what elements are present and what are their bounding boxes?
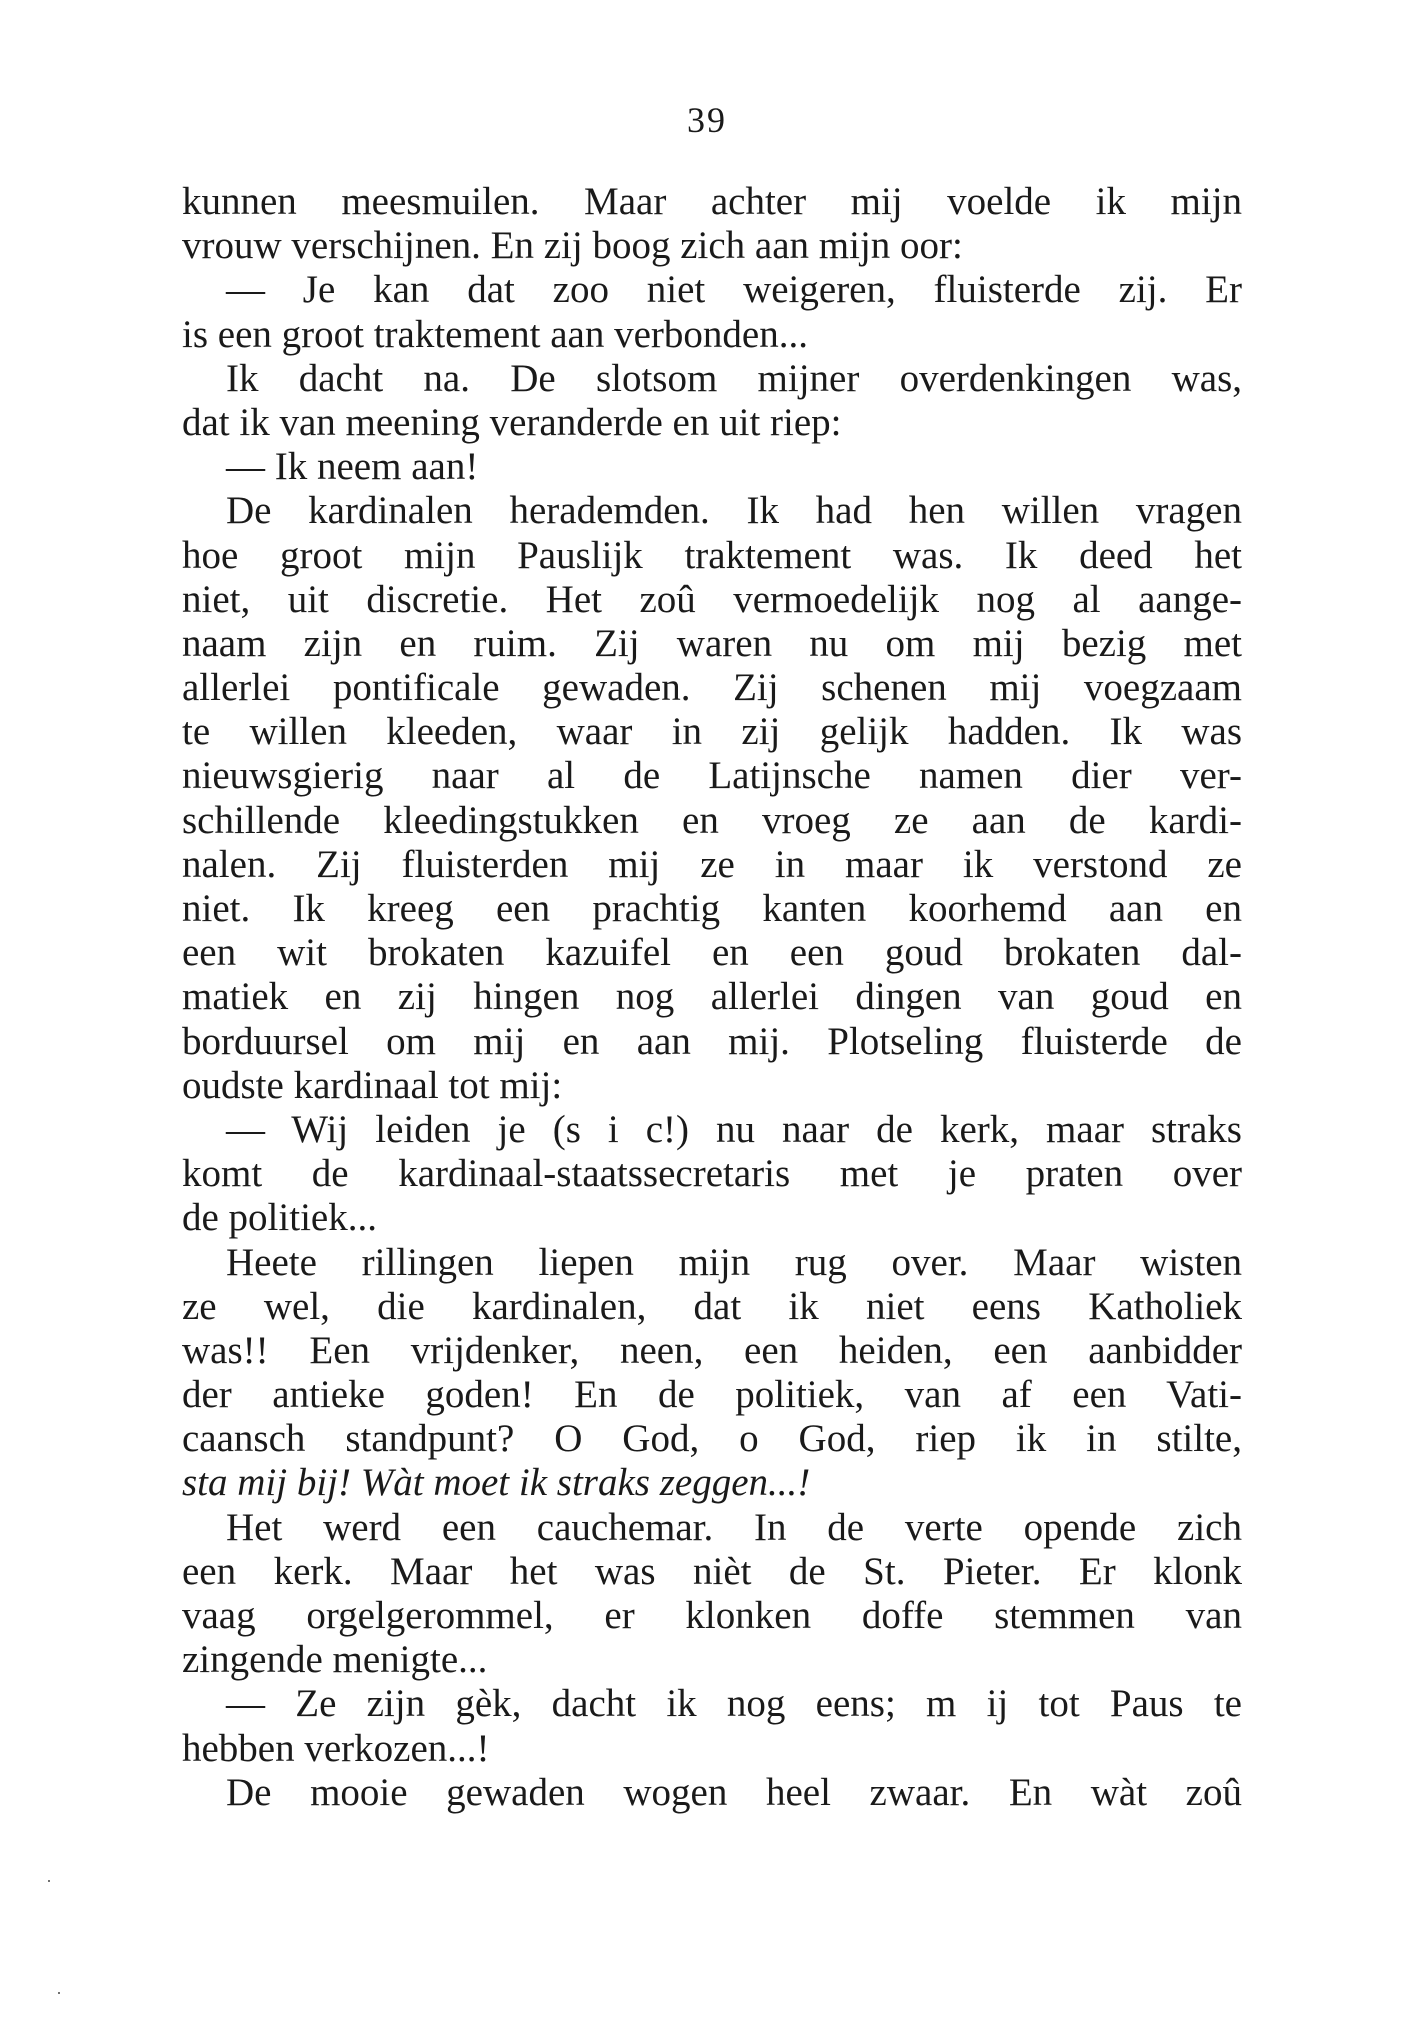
text-line: ze wel, die kardinalen, dat ik niet eens Katholiek <box>182 1284 1242 1328</box>
text-line: een wit brokaten kazuifel en een goud brokaten dal- <box>182 931 1242 975</box>
text-line: zingende menigte... <box>182 1638 488 1682</box>
text-line: De mooie gewaden wogen heel zwaar. En wàt zoû <box>226 1770 1242 1814</box>
text-line: — Je kan dat zoo niet weigeren, fluisterde zij. Er <box>226 268 1242 312</box>
paper-speck <box>48 1880 50 1882</box>
text-line: nalen. Zij fluisterden mij ze in maar ik verstond ze <box>182 842 1242 886</box>
text-line: te willen kleeden, waar in zij gelijk hadden. Ik was <box>182 710 1242 754</box>
text-line: — Ik neem aan! <box>226 445 479 489</box>
text-line: een kerk. Maar het was nièt de St. Pieter. Er klonk <box>182 1549 1242 1593</box>
text-line: is een groot traktement aan verbonden... <box>182 312 808 356</box>
text-line: nieuwsgierig naar al de Latijnsche namen dier ver- <box>182 754 1242 798</box>
text-line: oudste kardinaal tot mij: <box>182 1063 563 1107</box>
text-line: Het werd een cauchemar. In de verte opende zich <box>226 1505 1242 1549</box>
text-line: dat ik van meening veranderde en uit riep: <box>182 400 842 444</box>
text-line: kunnen meesmuilen. Maar achter mij voelde ik mijn <box>182 180 1242 223</box>
text-line: komt de kardinaal-staatssecretaris met je praten over <box>182 1152 1242 1196</box>
text-line: vaag orgelgerommel, er klonken doffe stemmen van <box>182 1594 1242 1637</box>
text-line: niet. Ik kreeg een prachtig kanten koorhemd aan en <box>182 887 1242 930</box>
text-line: Heete rillingen liepen mijn rug over. Maar wisten <box>226 1240 1242 1284</box>
text-line: hebben verkozen...! <box>182 1726 490 1770</box>
body-text <box>182 180 1242 1815</box>
text-line: de politiek... <box>182 1196 377 1240</box>
text-line: niet, uit discretie. Het zoû vermoedelijk nog al aange- <box>182 577 1242 621</box>
text-line: was!! Een vrijdenker, neen, een heiden, een aanbidder <box>182 1328 1242 1372</box>
text-line: Ik dacht na. De slotsom mijner overdenkingen was, <box>226 356 1242 400</box>
text-line: naam zijn en ruim. Zij waren nu om mij bezig met <box>182 621 1242 665</box>
text-line: caansch standpunt? O God, o God, riep ik in stilte, <box>182 1417 1242 1461</box>
text-line: — Wij leiden je (s i c!) nu naar de kerk, maar straks <box>226 1107 1242 1151</box>
text-line: matiek en zij hingen nog allerlei dingen van goud en <box>182 975 1242 1019</box>
text-line: vrouw verschijnen. En zij boog zich aan mijn oor: <box>182 224 963 268</box>
page-number: 39 <box>687 100 727 140</box>
text-line: sta mij bij! Wàt moet ik straks zeggen...! <box>182 1461 811 1505</box>
text-line: borduursel om mij en aan mij. Plotseling fluisterde de <box>182 1019 1242 1063</box>
text-line: De kardinalen herademden. Ik had hen willen vragen <box>226 489 1242 533</box>
text-line: allerlei pontificale gewaden. Zij schenen mij voegzaam <box>182 666 1242 710</box>
text-line: der antieke goden! En de politiek, van af een Vati- <box>182 1373 1242 1417</box>
text-line: schillende kleedingstukken en vroeg ze aan de kardi- <box>182 798 1242 842</box>
text-line: — Ze zijn gèk, dacht ik nog eens; m ij tot Paus te <box>226 1682 1242 1726</box>
paper-speck <box>58 1992 60 1994</box>
text-line: hoe groot mijn Pauslijk traktement was. Ik deed het <box>182 533 1242 577</box>
